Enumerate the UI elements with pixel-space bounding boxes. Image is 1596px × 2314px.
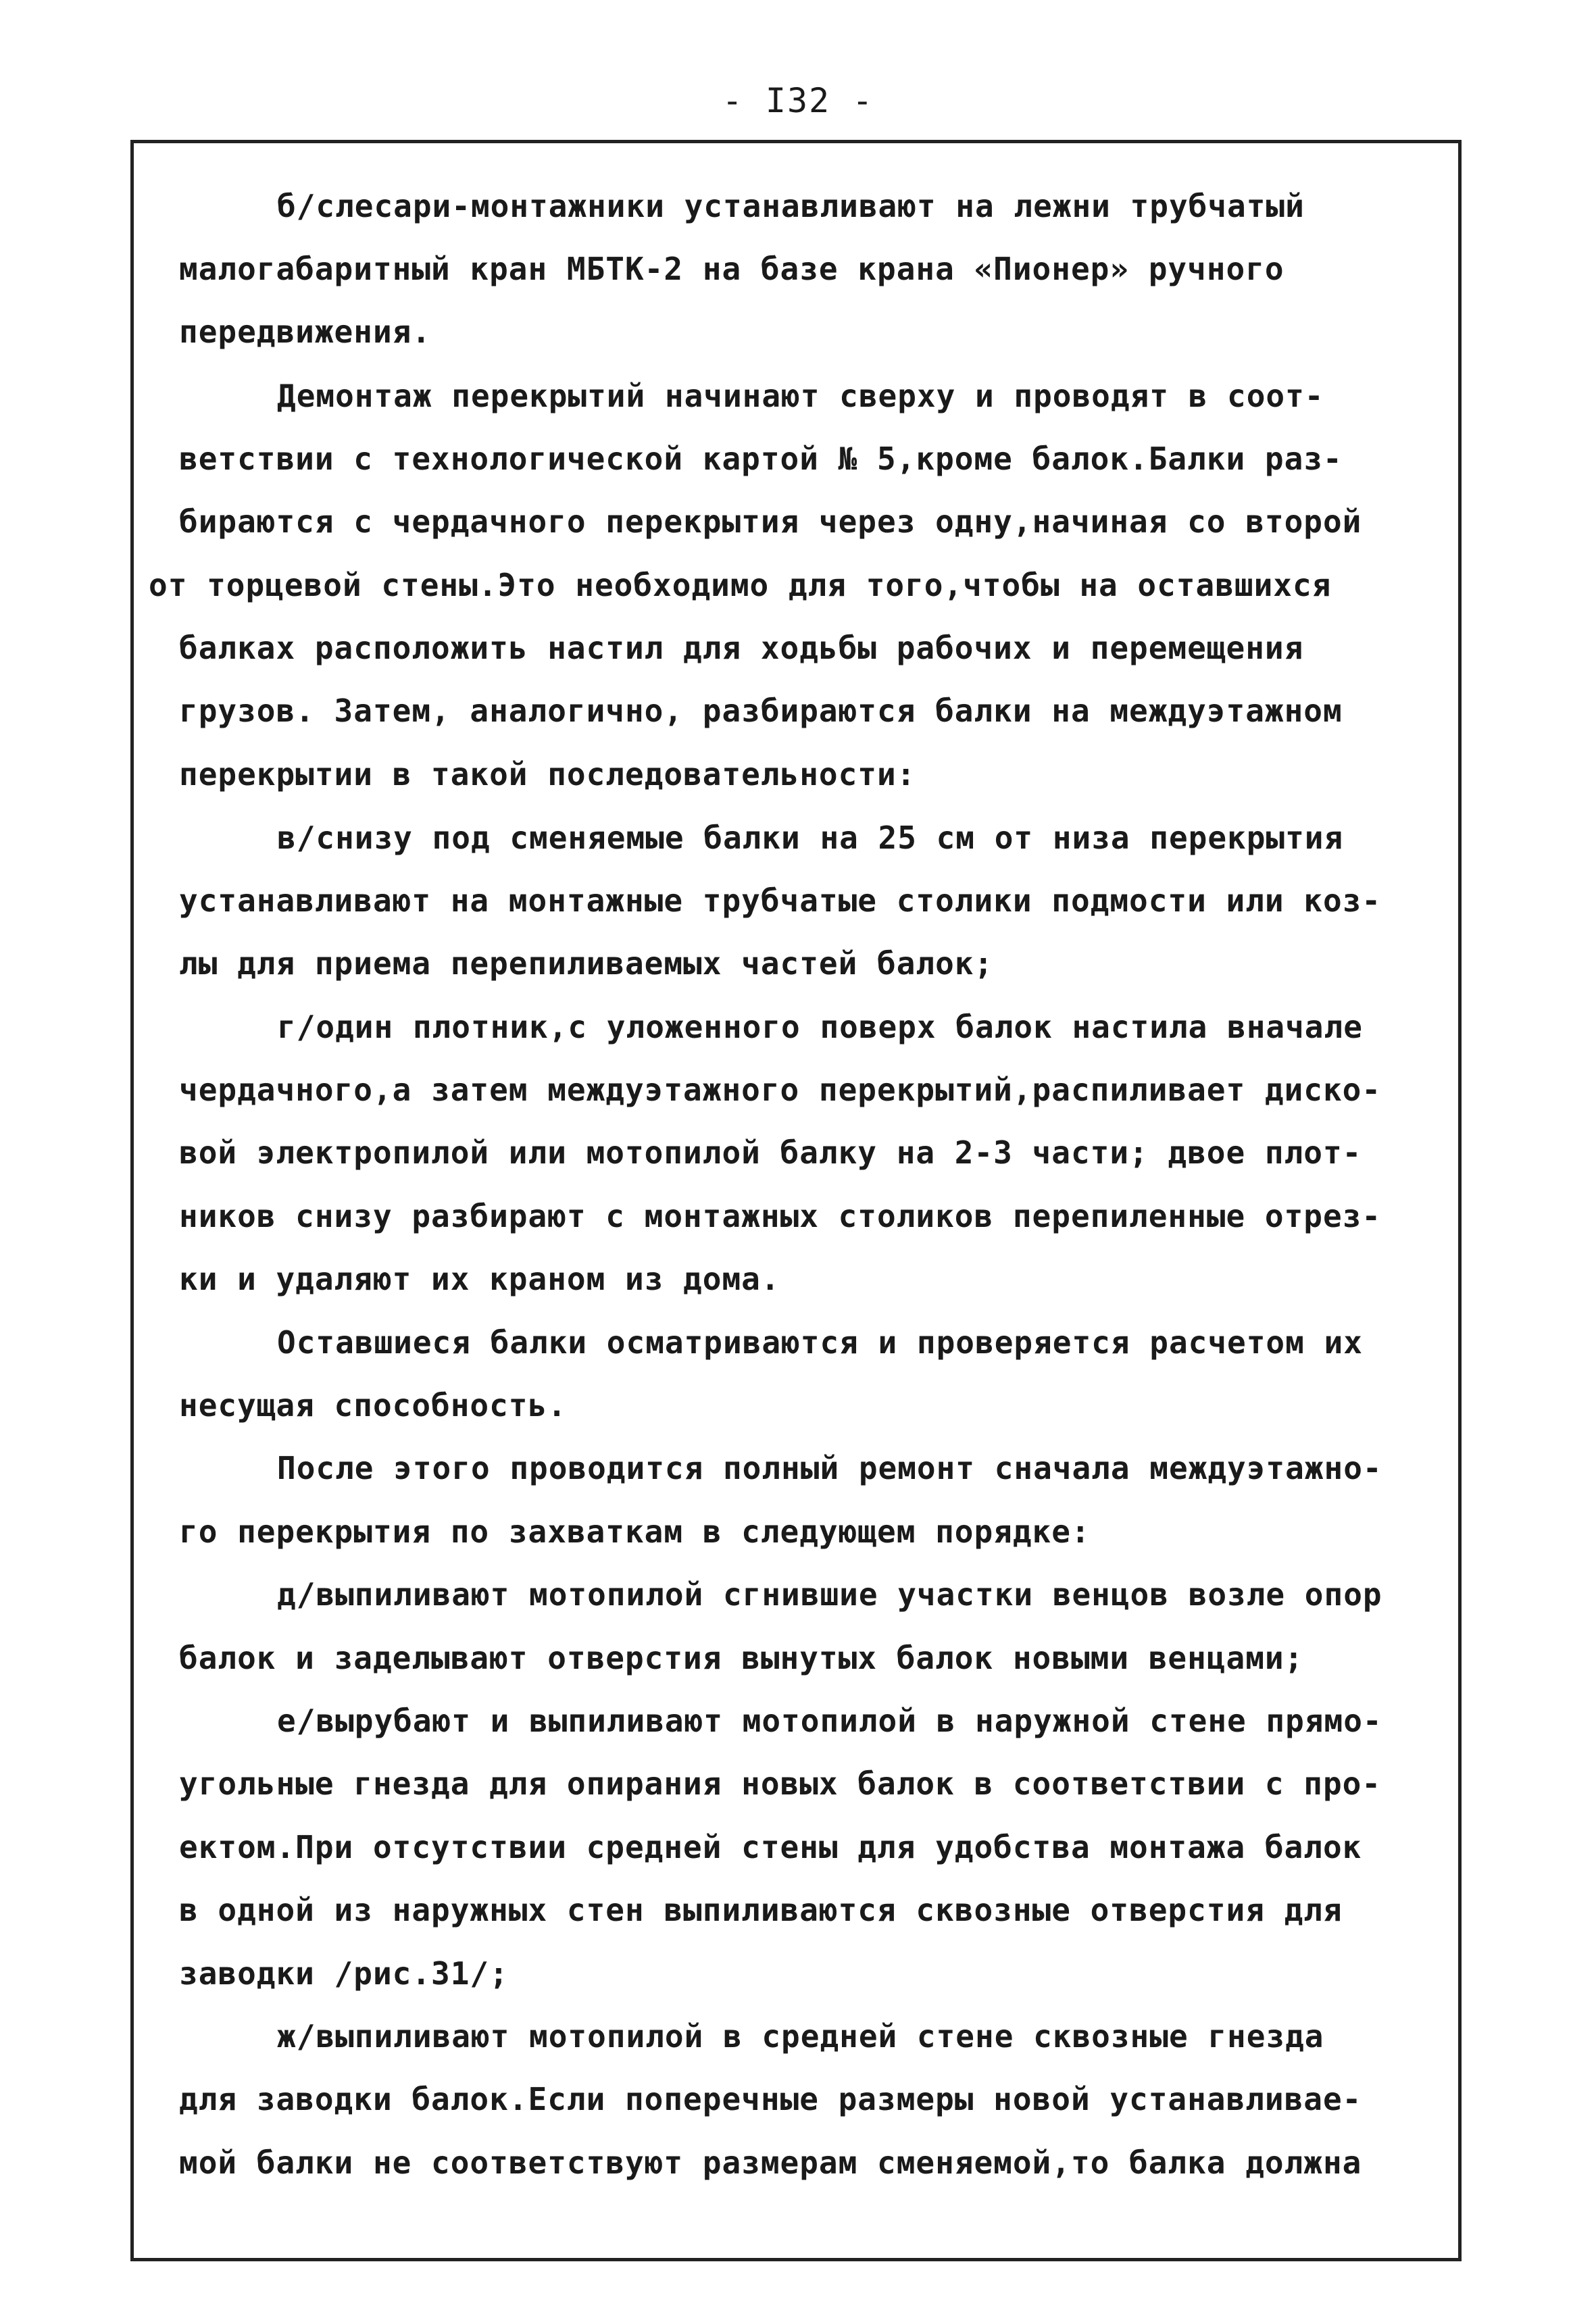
text-line: от торцевой стены.Это необходимо для того,чтобы на оставшихся bbox=[149, 567, 1332, 603]
text-line: в/снизу под сменяемые балки на 25 см от низа перекрытия bbox=[277, 820, 1344, 856]
text-line: вой электропилой или мотопилой балку на 2-3 части; двое плот- bbox=[179, 1134, 1362, 1171]
text-line: устанавливают на монтажные трубчатые столики подмости или коз- bbox=[179, 882, 1382, 919]
text-line: лы для приема перепиливаемых частей балок; bbox=[179, 945, 994, 982]
text-line: мой балки не соответствуют размерам сменяемой,то балка должна bbox=[179, 2144, 1362, 2181]
text-line: Оставшиеся балки осматриваются и проверяется расчетом их bbox=[277, 1324, 1363, 1361]
text-line: малогабаритный кран МБТК-2 на базе крана «Пионер» ручного bbox=[179, 251, 1285, 287]
text-line: балках расположить настил для ходьбы рабочих и перемещения bbox=[179, 630, 1304, 666]
text-line: Демонтаж перекрытий начинают сверху и проводят в соот- bbox=[277, 378, 1324, 414]
text-line: для заводки балок.Если поперечные размеры новой устанавливае- bbox=[179, 2081, 1362, 2117]
text-line: балок и заделывают отверстия вынутых балок новыми венцами; bbox=[179, 1640, 1304, 1676]
text-line: перекрытии в такой последовательности: bbox=[179, 756, 916, 793]
text-line: ников снизу разбирают с монтажных столиков перепиленные отрез- bbox=[179, 1198, 1382, 1234]
text-line: грузов. Затем, аналогично, разбираются балки на междуэтажном bbox=[179, 693, 1343, 729]
text-line: передвижения. bbox=[179, 313, 432, 350]
text-line: угольные гнезда для опирания новых балок в соответствии с про- bbox=[179, 1765, 1382, 1802]
text-line: в одной из наружных стен выпиливаются сквозные отверстия для bbox=[179, 1892, 1343, 1928]
text-line: ки и удаляют их краном из дома. bbox=[179, 1261, 780, 1297]
text-line: д/выпиливают мотопилой сгнившие участки венцов возле опор bbox=[277, 1576, 1382, 1613]
text-line: заводки /рис.31/; bbox=[179, 1955, 509, 1992]
text-line: ектом.При отсутствии средней стены для удобства монтажа балок bbox=[179, 1829, 1362, 1865]
text-line: ветствии с технологической картой № 5,кроме балок.Балки раз- bbox=[179, 441, 1343, 477]
text-line: го перекрытия по захваткам в следующем порядке: bbox=[179, 1513, 1091, 1550]
text-line: г/один плотник,с уложенного поверх балок настила вначале bbox=[277, 1009, 1363, 1045]
text-line: б/слесари-монтажники устанавливают на лежни трубчатый bbox=[277, 188, 1305, 224]
text-line: е/вырубают и выпиливают мотопилой в наружной стене прямо- bbox=[277, 1703, 1382, 1739]
page-number: - I32 - bbox=[722, 81, 874, 120]
text-line: бираются с чердачного перекрытия через одну,начиная со второй bbox=[179, 503, 1362, 540]
text-line: чердачного,а затем междуэтажного перекрытий,распиливает диско- bbox=[179, 1072, 1382, 1108]
text-line: После этого проводится полный ремонт сначала междуэтажно- bbox=[277, 1450, 1382, 1486]
text-line: несущая способность. bbox=[179, 1387, 567, 1424]
text-line: ж/выпиливают мотопилой в средней стене сквозные гнезда bbox=[277, 2018, 1324, 2055]
